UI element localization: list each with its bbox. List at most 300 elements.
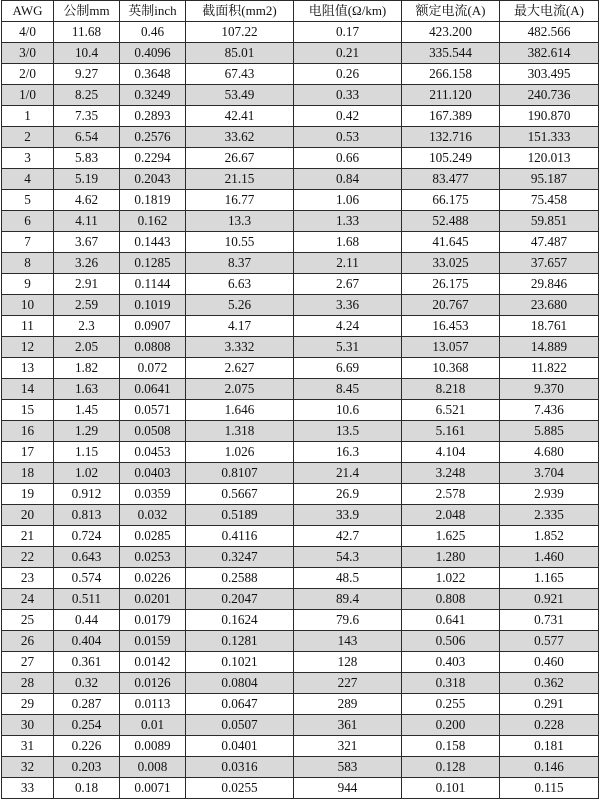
rated-current-cell: 0.318 — [402, 673, 500, 694]
metric-mm-cell: 0.226 — [54, 736, 120, 757]
max-current-cell: 9.370 — [500, 379, 599, 400]
cross-section-cell: 0.1021 — [186, 652, 294, 673]
resistance-cell: 0.84 — [294, 169, 402, 190]
metric-mm-cell: 3.67 — [54, 232, 120, 253]
rated-current-cell: 0.403 — [402, 652, 500, 673]
awg-cell: 12 — [2, 337, 54, 358]
imperial-inch-cell: 0.3249 — [120, 85, 186, 106]
table-row — [2, 358, 599, 379]
cross-section-cell: 5.26 — [186, 295, 294, 316]
rated-current-cell: 0.255 — [402, 694, 500, 715]
resistance-cell: 0.42 — [294, 106, 402, 127]
cross-section-cell: 16.77 — [186, 190, 294, 211]
header-cross-section: 截面积(mm2) — [186, 1, 294, 22]
cross-section-cell: 42.41 — [186, 106, 294, 127]
max-current-cell: 95.187 — [500, 169, 599, 190]
metric-mm-cell: 0.574 — [54, 568, 120, 589]
cross-section-cell: 0.8107 — [186, 463, 294, 484]
imperial-inch-cell: 0.0113 — [120, 694, 186, 715]
metric-mm-cell: 0.32 — [54, 673, 120, 694]
rated-current-cell: 266.158 — [402, 64, 500, 85]
max-current-cell: 37.657 — [500, 253, 599, 274]
max-current-cell: 59.851 — [500, 211, 599, 232]
max-current-cell: 382.614 — [500, 43, 599, 64]
max-current-cell: 120.013 — [500, 148, 599, 169]
awg-cell: 24 — [2, 589, 54, 610]
imperial-inch-cell: 0.46 — [120, 22, 186, 43]
rated-current-cell: 0.808 — [402, 589, 500, 610]
resistance-cell: 583 — [294, 757, 402, 778]
cross-section-cell: 0.0647 — [186, 694, 294, 715]
table-row — [2, 568, 599, 589]
rated-current-cell: 2.578 — [402, 484, 500, 505]
table-row — [2, 442, 599, 463]
max-current-cell: 0.181 — [500, 736, 599, 757]
cross-section-cell: 26.67 — [186, 148, 294, 169]
metric-mm-cell: 10.4 — [54, 43, 120, 64]
resistance-cell: 79.6 — [294, 610, 402, 631]
resistance-cell: 289 — [294, 694, 402, 715]
metric-mm-cell: 0.254 — [54, 715, 120, 736]
max-current-cell: 75.458 — [500, 190, 599, 211]
resistance-cell: 0.33 — [294, 85, 402, 106]
awg-cell: 8 — [2, 253, 54, 274]
cross-section-cell: 0.0804 — [186, 673, 294, 694]
max-current-cell: 18.761 — [500, 316, 599, 337]
max-current-cell: 0.115 — [500, 778, 599, 799]
awg-cell: 2/0 — [2, 64, 54, 85]
table-row — [2, 274, 599, 295]
table-row — [2, 43, 599, 64]
awg-cell: 9 — [2, 274, 54, 295]
metric-mm-cell: 1.82 — [54, 358, 120, 379]
max-current-cell: 5.885 — [500, 421, 599, 442]
imperial-inch-cell: 0.0808 — [120, 337, 186, 358]
cross-section-cell: 0.0316 — [186, 757, 294, 778]
awg-cell: 31 — [2, 736, 54, 757]
max-current-cell: 0.228 — [500, 715, 599, 736]
metric-mm-cell: 1.45 — [54, 400, 120, 421]
table-row — [2, 484, 599, 505]
rated-current-cell: 105.249 — [402, 148, 500, 169]
table-row — [2, 694, 599, 715]
imperial-inch-cell: 0.1819 — [120, 190, 186, 211]
awg-cell: 23 — [2, 568, 54, 589]
max-current-cell: 47.487 — [500, 232, 599, 253]
max-current-cell: 0.921 — [500, 589, 599, 610]
resistance-cell: 4.24 — [294, 316, 402, 337]
table-row — [2, 526, 599, 547]
cross-section-cell: 13.3 — [186, 211, 294, 232]
resistance-cell: 48.5 — [294, 568, 402, 589]
rated-current-cell: 3.248 — [402, 463, 500, 484]
cross-section-cell: 0.0255 — [186, 778, 294, 799]
rated-current-cell: 8.218 — [402, 379, 500, 400]
table-row — [2, 715, 599, 736]
max-current-cell: 7.436 — [500, 400, 599, 421]
resistance-cell: 8.45 — [294, 379, 402, 400]
imperial-inch-cell: 0.162 — [120, 211, 186, 232]
awg-cell: 7 — [2, 232, 54, 253]
cross-section-cell: 0.2588 — [186, 568, 294, 589]
imperial-inch-cell: 0.2043 — [120, 169, 186, 190]
rated-current-cell: 6.521 — [402, 400, 500, 421]
max-current-cell: 151.333 — [500, 127, 599, 148]
cross-section-cell: 0.4116 — [186, 526, 294, 547]
table-row — [2, 421, 599, 442]
imperial-inch-cell: 0.4096 — [120, 43, 186, 64]
table-row — [2, 400, 599, 421]
max-current-cell: 240.736 — [500, 85, 599, 106]
metric-mm-cell: 0.44 — [54, 610, 120, 631]
cross-section-cell: 0.3247 — [186, 547, 294, 568]
awg-cell: 16 — [2, 421, 54, 442]
cross-section-cell: 0.1624 — [186, 610, 294, 631]
imperial-inch-cell: 0.0508 — [120, 421, 186, 442]
table-row — [2, 547, 599, 568]
max-current-cell: 4.680 — [500, 442, 599, 463]
table-row — [2, 610, 599, 631]
cross-section-cell: 107.22 — [186, 22, 294, 43]
cross-section-cell: 2.627 — [186, 358, 294, 379]
awg-cell: 19 — [2, 484, 54, 505]
table-row — [2, 190, 599, 211]
table-body — [2, 22, 599, 799]
header-resistance: 电阻值(Ω/km) — [294, 1, 402, 22]
cross-section-cell: 4.17 — [186, 316, 294, 337]
imperial-inch-cell: 0.072 — [120, 358, 186, 379]
awg-cell: 4/0 — [2, 22, 54, 43]
max-current-cell: 1.165 — [500, 568, 599, 589]
max-current-cell: 0.146 — [500, 757, 599, 778]
max-current-cell: 2.939 — [500, 484, 599, 505]
table-row — [2, 169, 599, 190]
rated-current-cell: 16.453 — [402, 316, 500, 337]
table-row — [2, 127, 599, 148]
metric-mm-cell: 5.19 — [54, 169, 120, 190]
cross-section-cell: 3.332 — [186, 337, 294, 358]
imperial-inch-cell: 0.1285 — [120, 253, 186, 274]
resistance-cell: 2.11 — [294, 253, 402, 274]
rated-current-cell: 167.389 — [402, 106, 500, 127]
awg-cell: 14 — [2, 379, 54, 400]
metric-mm-cell: 11.68 — [54, 22, 120, 43]
resistance-cell: 5.31 — [294, 337, 402, 358]
metric-mm-cell: 1.63 — [54, 379, 120, 400]
resistance-cell: 1.68 — [294, 232, 402, 253]
awg-cell: 27 — [2, 652, 54, 673]
rated-current-cell: 132.716 — [402, 127, 500, 148]
table-row — [2, 589, 599, 610]
imperial-inch-cell: 0.01 — [120, 715, 186, 736]
imperial-inch-cell: 0.1144 — [120, 274, 186, 295]
resistance-cell: 3.36 — [294, 295, 402, 316]
resistance-cell: 10.6 — [294, 400, 402, 421]
imperial-inch-cell: 0.0453 — [120, 442, 186, 463]
resistance-cell: 1.06 — [294, 190, 402, 211]
awg-cell: 5 — [2, 190, 54, 211]
table-row — [2, 232, 599, 253]
resistance-cell: 89.4 — [294, 589, 402, 610]
cross-section-cell: 33.62 — [186, 127, 294, 148]
awg-cell: 2 — [2, 127, 54, 148]
resistance-cell: 0.17 — [294, 22, 402, 43]
metric-mm-cell: 4.62 — [54, 190, 120, 211]
awg-cell: 21 — [2, 526, 54, 547]
cross-section-cell: 8.37 — [186, 253, 294, 274]
resistance-cell: 143 — [294, 631, 402, 652]
awg-cell: 22 — [2, 547, 54, 568]
header-rated-current: 额定电流(A) — [402, 1, 500, 22]
cross-section-cell: 85.01 — [186, 43, 294, 64]
metric-mm-cell: 5.83 — [54, 148, 120, 169]
resistance-cell: 54.3 — [294, 547, 402, 568]
rated-current-cell: 5.161 — [402, 421, 500, 442]
imperial-inch-cell: 0.2294 — [120, 148, 186, 169]
imperial-inch-cell: 0.2893 — [120, 106, 186, 127]
cross-section-cell: 21.15 — [186, 169, 294, 190]
imperial-inch-cell: 0.008 — [120, 757, 186, 778]
awg-cell: 32 — [2, 757, 54, 778]
metric-mm-cell: 1.29 — [54, 421, 120, 442]
cross-section-cell: 1.646 — [186, 400, 294, 421]
resistance-cell: 33.9 — [294, 505, 402, 526]
imperial-inch-cell: 0.0641 — [120, 379, 186, 400]
max-current-cell: 190.870 — [500, 106, 599, 127]
metric-mm-cell: 0.643 — [54, 547, 120, 568]
resistance-cell: 0.66 — [294, 148, 402, 169]
max-current-cell: 11.822 — [500, 358, 599, 379]
table-row — [2, 295, 599, 316]
awg-cell: 33 — [2, 778, 54, 799]
imperial-inch-cell: 0.0159 — [120, 631, 186, 652]
table-row — [2, 673, 599, 694]
rated-current-cell: 1.022 — [402, 568, 500, 589]
max-current-cell: 14.889 — [500, 337, 599, 358]
imperial-inch-cell: 0.1443 — [120, 232, 186, 253]
max-current-cell: 29.846 — [500, 274, 599, 295]
max-current-cell: 1.460 — [500, 547, 599, 568]
rated-current-cell: 26.175 — [402, 274, 500, 295]
cross-section-cell: 53.49 — [186, 85, 294, 106]
cross-section-cell: 2.075 — [186, 379, 294, 400]
awg-cell: 3/0 — [2, 43, 54, 64]
rated-current-cell: 0.158 — [402, 736, 500, 757]
imperial-inch-cell: 0.0226 — [120, 568, 186, 589]
header-awg: AWG — [2, 1, 54, 22]
awg-cell: 29 — [2, 694, 54, 715]
resistance-cell: 321 — [294, 736, 402, 757]
cross-section-cell: 67.43 — [186, 64, 294, 85]
resistance-cell: 6.69 — [294, 358, 402, 379]
rated-current-cell: 423.200 — [402, 22, 500, 43]
cross-section-cell: 0.2047 — [186, 589, 294, 610]
imperial-inch-cell: 0.0571 — [120, 400, 186, 421]
max-current-cell: 23.680 — [500, 295, 599, 316]
metric-mm-cell: 0.404 — [54, 631, 120, 652]
table-row — [2, 631, 599, 652]
max-current-cell: 1.852 — [500, 526, 599, 547]
rated-current-cell: 0.101 — [402, 778, 500, 799]
table-row — [2, 505, 599, 526]
rated-current-cell: 1.280 — [402, 547, 500, 568]
imperial-inch-cell: 0.3648 — [120, 64, 186, 85]
resistance-cell: 0.53 — [294, 127, 402, 148]
cross-section-cell: 0.0401 — [186, 736, 294, 757]
imperial-inch-cell: 0.0359 — [120, 484, 186, 505]
cross-section-cell: 6.63 — [186, 274, 294, 295]
table-row — [2, 64, 599, 85]
max-current-cell: 0.460 — [500, 652, 599, 673]
max-current-cell: 2.335 — [500, 505, 599, 526]
metric-mm-cell: 2.59 — [54, 295, 120, 316]
table-row — [2, 778, 599, 799]
max-current-cell: 0.362 — [500, 673, 599, 694]
awg-wire-table — [1, 0, 599, 799]
metric-mm-cell: 0.813 — [54, 505, 120, 526]
table-row — [2, 652, 599, 673]
awg-cell: 18 — [2, 463, 54, 484]
awg-cell: 25 — [2, 610, 54, 631]
awg-cell: 28 — [2, 673, 54, 694]
resistance-cell: 1.33 — [294, 211, 402, 232]
awg-cell: 11 — [2, 316, 54, 337]
rated-current-cell: 13.057 — [402, 337, 500, 358]
rated-current-cell: 33.025 — [402, 253, 500, 274]
imperial-inch-cell: 0.0403 — [120, 463, 186, 484]
awg-cell: 3 — [2, 148, 54, 169]
imperial-inch-cell: 0.0089 — [120, 736, 186, 757]
metric-mm-cell: 0.912 — [54, 484, 120, 505]
rated-current-cell: 52.488 — [402, 211, 500, 232]
table-row — [2, 253, 599, 274]
table-row — [2, 211, 599, 232]
resistance-cell: 42.7 — [294, 526, 402, 547]
rated-current-cell: 1.625 — [402, 526, 500, 547]
header-imperial-inch: 英制inch — [120, 1, 186, 22]
imperial-inch-cell: 0.0285 — [120, 526, 186, 547]
rated-current-cell: 0.200 — [402, 715, 500, 736]
awg-cell: 1/0 — [2, 85, 54, 106]
table-row — [2, 85, 599, 106]
cross-section-cell: 1.318 — [186, 421, 294, 442]
rated-current-cell: 10.368 — [402, 358, 500, 379]
max-current-cell: 303.495 — [500, 64, 599, 85]
awg-cell: 17 — [2, 442, 54, 463]
metric-mm-cell: 0.18 — [54, 778, 120, 799]
max-current-cell: 482.566 — [500, 22, 599, 43]
metric-mm-cell: 1.02 — [54, 463, 120, 484]
resistance-cell: 128 — [294, 652, 402, 673]
header-metric-mm: 公制mm — [54, 1, 120, 22]
resistance-cell: 0.26 — [294, 64, 402, 85]
max-current-cell: 0.291 — [500, 694, 599, 715]
rated-current-cell: 41.645 — [402, 232, 500, 253]
resistance-cell: 944 — [294, 778, 402, 799]
max-current-cell: 3.704 — [500, 463, 599, 484]
awg-cell: 15 — [2, 400, 54, 421]
table-row — [2, 22, 599, 43]
imperial-inch-cell: 0.032 — [120, 505, 186, 526]
imperial-inch-cell: 0.0201 — [120, 589, 186, 610]
metric-mm-cell: 6.54 — [54, 127, 120, 148]
resistance-cell: 0.21 — [294, 43, 402, 64]
metric-mm-cell: 8.25 — [54, 85, 120, 106]
metric-mm-cell: 0.511 — [54, 589, 120, 610]
rated-current-cell: 2.048 — [402, 505, 500, 526]
max-current-cell: 0.731 — [500, 610, 599, 631]
cross-section-cell: 0.5667 — [186, 484, 294, 505]
awg-cell: 30 — [2, 715, 54, 736]
resistance-cell: 21.4 — [294, 463, 402, 484]
metric-mm-cell: 0.724 — [54, 526, 120, 547]
cross-section-cell: 1.026 — [186, 442, 294, 463]
awg-cell: 6 — [2, 211, 54, 232]
metric-mm-cell: 3.26 — [54, 253, 120, 274]
rated-current-cell: 335.544 — [402, 43, 500, 64]
metric-mm-cell: 2.91 — [54, 274, 120, 295]
rated-current-cell: 66.175 — [402, 190, 500, 211]
metric-mm-cell: 0.361 — [54, 652, 120, 673]
resistance-cell: 227 — [294, 673, 402, 694]
awg-cell: 10 — [2, 295, 54, 316]
resistance-cell: 13.5 — [294, 421, 402, 442]
rated-current-cell: 4.104 — [402, 442, 500, 463]
imperial-inch-cell: 0.2576 — [120, 127, 186, 148]
table-row — [2, 736, 599, 757]
cross-section-cell: 0.0507 — [186, 715, 294, 736]
resistance-cell: 361 — [294, 715, 402, 736]
imperial-inch-cell: 0.0126 — [120, 673, 186, 694]
resistance-cell: 26.9 — [294, 484, 402, 505]
metric-mm-cell: 2.05 — [54, 337, 120, 358]
metric-mm-cell: 9.27 — [54, 64, 120, 85]
rated-current-cell: 20.767 — [402, 295, 500, 316]
metric-mm-cell: 0.203 — [54, 757, 120, 778]
metric-mm-cell: 1.15 — [54, 442, 120, 463]
cross-section-cell: 10.55 — [186, 232, 294, 253]
metric-mm-cell: 2.3 — [54, 316, 120, 337]
awg-cell: 26 — [2, 631, 54, 652]
imperial-inch-cell: 0.1019 — [120, 295, 186, 316]
imperial-inch-cell: 0.0179 — [120, 610, 186, 631]
awg-cell: 20 — [2, 505, 54, 526]
table-row — [2, 337, 599, 358]
table-row — [2, 316, 599, 337]
table-row — [2, 463, 599, 484]
imperial-inch-cell: 0.0142 — [120, 652, 186, 673]
cross-section-cell: 0.1281 — [186, 631, 294, 652]
awg-cell: 4 — [2, 169, 54, 190]
awg-cell: 13 — [2, 358, 54, 379]
awg-cell: 1 — [2, 106, 54, 127]
table-row — [2, 379, 599, 400]
metric-mm-cell: 7.35 — [54, 106, 120, 127]
table-row — [2, 757, 599, 778]
rated-current-cell: 0.506 — [402, 631, 500, 652]
resistance-cell: 2.67 — [294, 274, 402, 295]
cross-section-cell: 0.5189 — [186, 505, 294, 526]
table-row — [2, 106, 599, 127]
rated-current-cell: 211.120 — [402, 85, 500, 106]
rated-current-cell: 0.128 — [402, 757, 500, 778]
imperial-inch-cell: 0.0071 — [120, 778, 186, 799]
resistance-cell: 16.3 — [294, 442, 402, 463]
table-row — [2, 148, 599, 169]
rated-current-cell: 0.641 — [402, 610, 500, 631]
rated-current-cell: 83.477 — [402, 169, 500, 190]
imperial-inch-cell: 0.0253 — [120, 547, 186, 568]
